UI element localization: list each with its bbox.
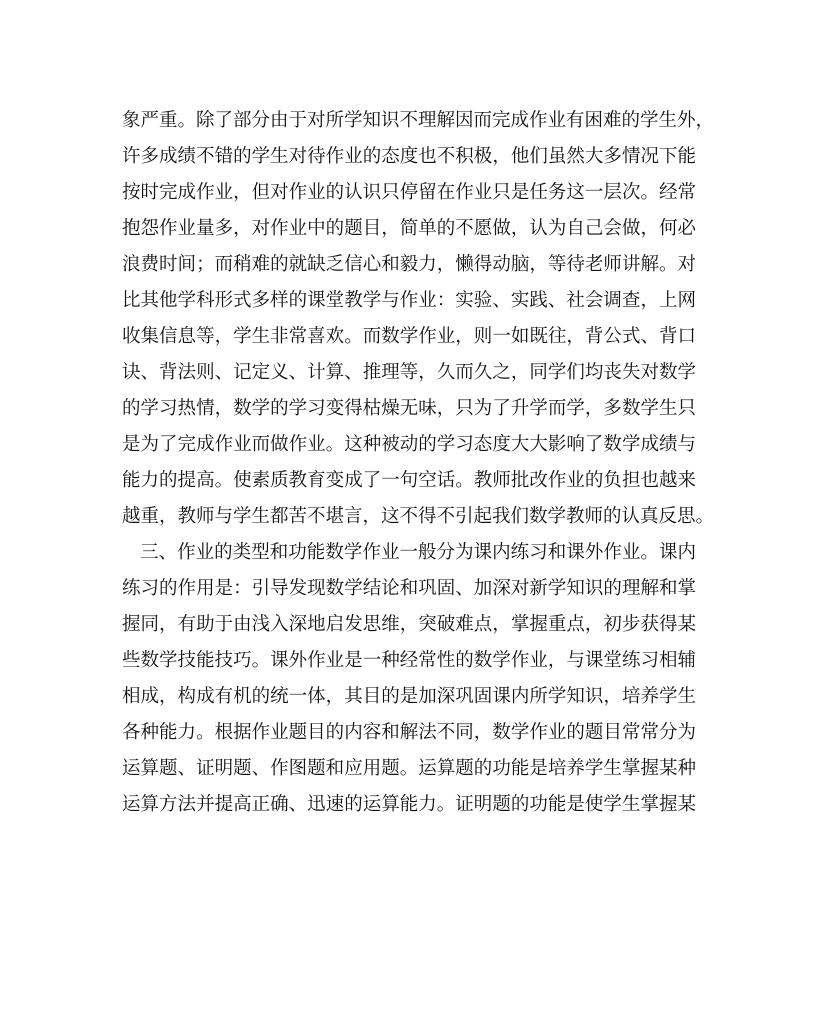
paragraph-2-line-2: 练习的作用是：引导发现数学结论和巩固、加深对新学知识的理解和掌	[122, 578, 696, 599]
paragraph-1-line-3: 按时完成作业，但对作业的认识只停留在作业只是任务这一层次。经常	[122, 182, 696, 203]
paragraph-1-line-5: 浪费时间；而稍难的就缺乏信心和毅力，懒得动脑，等待老师讲解。对	[122, 254, 696, 275]
paragraph-1-line-11: 能力的提高。使素质教育变成了一句空话。教师批改作业的负担也越来	[122, 470, 696, 491]
paragraph-2-line-7: 运算题、证明题、作图题和应用题。运算题的功能是培养学生掌握某种	[122, 758, 696, 779]
paragraph-1-line-8: 诀、背法则、记定义、计算、推理等，久而久之，同学们均丧失对数学	[122, 362, 696, 383]
paragraph-1-line-6: 比其他学科形式多样的课堂教学与作业：实验、实践、社会调查，上网	[122, 290, 696, 311]
paragraph-1-line-9: 的学习热情，数学的学习变得枯燥无味，只为了升学而学，多数学生只	[122, 398, 696, 419]
paragraph-1-line-10: 是为了完成作业而做作业。这种被动的学习态度大大影响了数学成绩与	[122, 434, 696, 455]
paragraph-1-line-1: 象严重。除了部分由于对所学知识不理解因而完成作业有困难的学生外，	[122, 110, 715, 131]
paragraph-2-line-3: 握同，有助于由浅入深地启发思维，突破难点，掌握重点，初步获得某	[122, 614, 696, 635]
paragraph-1-line-4: 抱怨作业量多，对作业中的题目，简单的不愿做，认为自己会做，何必	[122, 218, 696, 239]
paragraph-2-line-4: 些数学技能技巧。课外作业是一种经常性的数学作业，与课堂练习相辅	[122, 650, 696, 671]
paragraph-1-line-2: 许多成绩不错的学生对待作业的态度也不积极，他们虽然大多情况下能	[122, 146, 696, 167]
paragraph-1-line-7: 收集信息等，学生非常喜欢。而数学作业，则一如既往，背公式、背口	[122, 326, 696, 347]
paragraph-2-line-1: 三、作业的类型和功能数学作业一般分为课内练习和课外作业。课内	[140, 542, 696, 563]
paragraph-2-line-6: 各种能力。根据作业题目的内容和解法不同，数学作业的题目常常分为	[122, 722, 696, 743]
paragraph-2-line-8: 运算方法并提高正确、迅速的运算能力。证明题的功能是使学生掌握某	[122, 794, 696, 815]
paragraph-2-line-5: 相成，构成有机的统一体，其目的是加深巩固课内所学知识，培养学生	[122, 686, 696, 707]
paragraph-1-line-12: 越重，教师与学生都苦不堪言，这不得不引起我们数学教师的认真反思。	[122, 506, 715, 527]
